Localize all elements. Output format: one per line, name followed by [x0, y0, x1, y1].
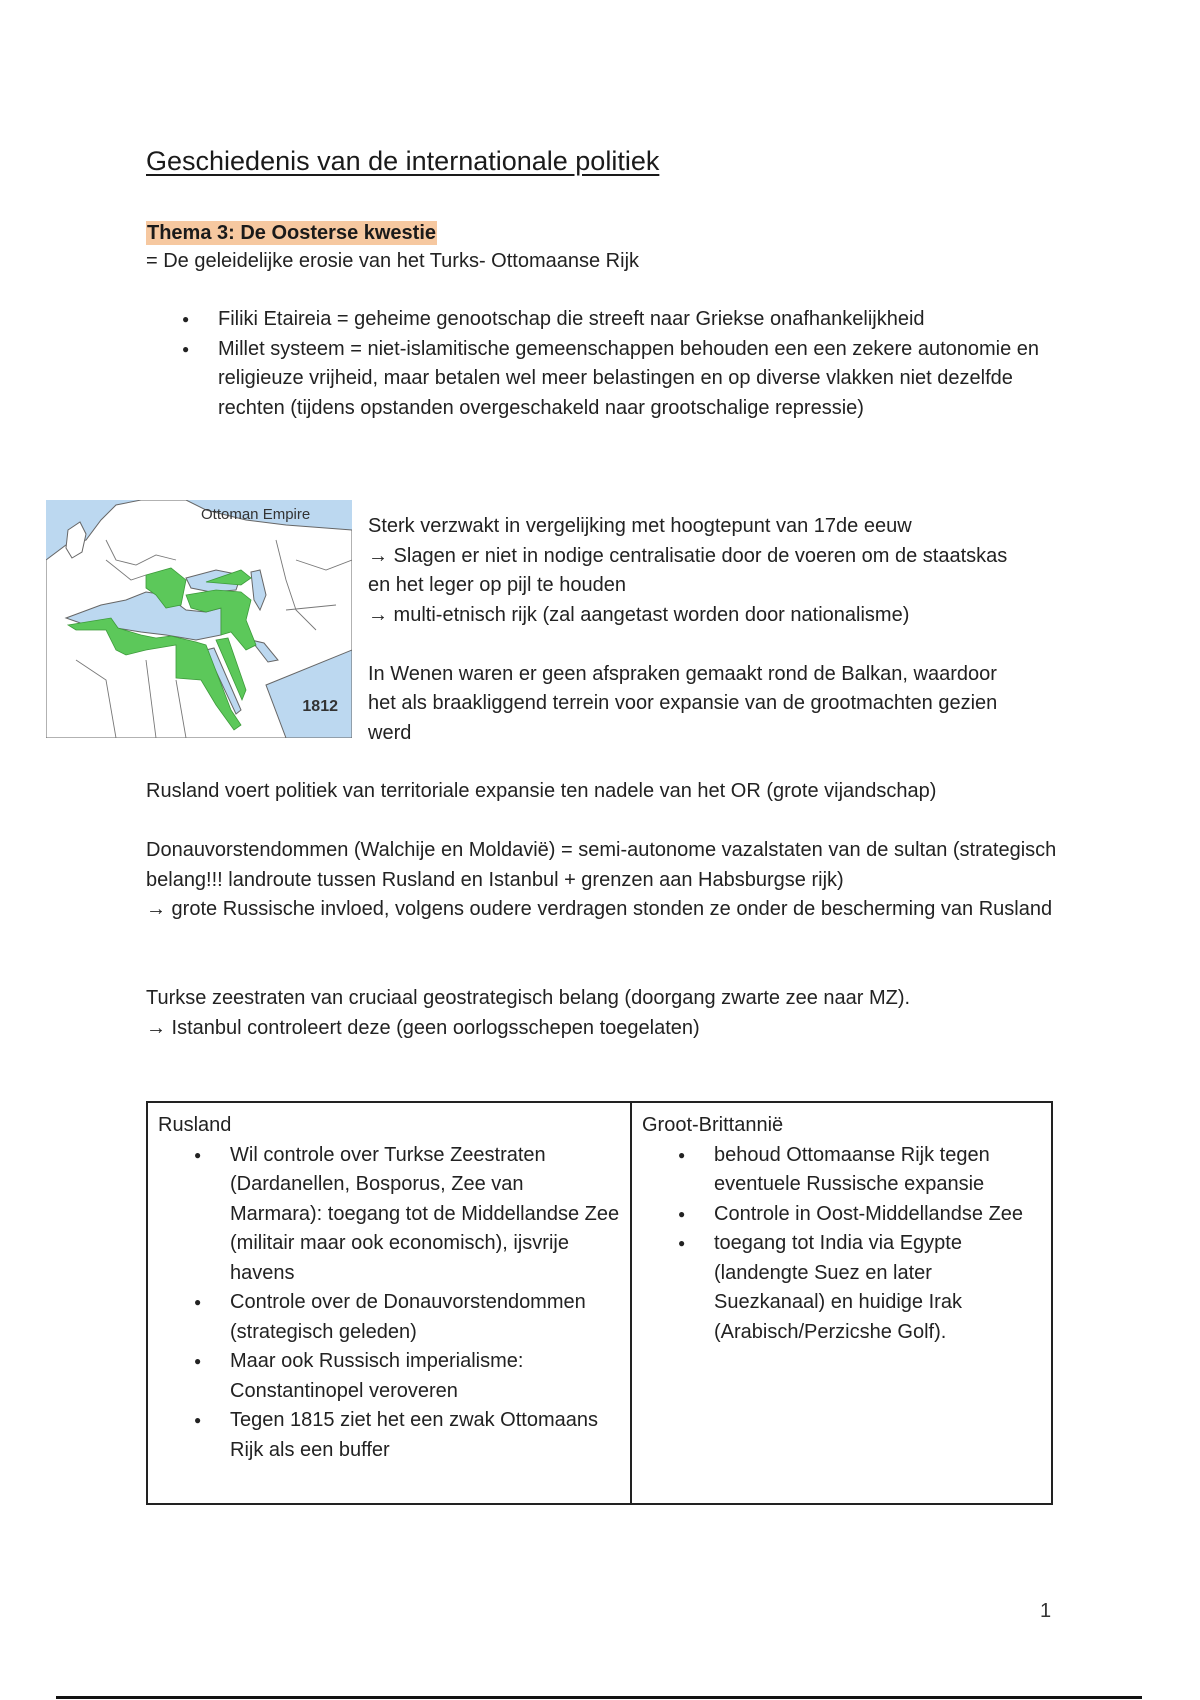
- table-cell-great-britain: [631, 1102, 1052, 1504]
- list-item: ● Controle over de Donauvorstendommen (strategisch geleden): [158, 1288, 620, 1347]
- list-item: ● Tegen 1815 ziet het een zwak Ottomaans Rijk als een buffer: [158, 1406, 620, 1465]
- paragraph-line: Sterk verzwakt in vergelijking met hoogtepunt van 17de eeuw: [368, 515, 912, 537]
- paragraph-line: → Istanbul controleert deze (geen oorlogsschepen toegelaten): [146, 1016, 700, 1039]
- map-year-label: 1812: [302, 698, 338, 715]
- intro-bullet-list: [146, 305, 1066, 423]
- paragraph-line: Donauvorstendommen (Walchije en Moldavië) = semi-autonome vazalstaten van de sultan (strategisch belang!!! landroute tussen Rusland en Istanbul + grenzen aan Habsburgse rijk): [146, 839, 1057, 891]
- page-bottom-divider: [56, 1696, 1142, 1699]
- list-item: ● toegang tot India via Egypte (landengte Suez en later Suezkanaal) en huidige Irak (Arabisch/Perzicshe Golf).: [642, 1229, 1041, 1347]
- list-item: ● behoud Ottomaanse Rijk tegen eventuele Russische expansie: [642, 1141, 1041, 1200]
- paragraph-turkish-straits: [146, 984, 1066, 1043]
- theme-definition: = De geleidelijke erosie van het Turks- Ottomaanse Rijk: [146, 250, 640, 272]
- ottoman-empire-map: [46, 500, 352, 738]
- list-item: ● Millet systeem = niet-islamitische gemeenschappen behouden een een zekere autonomie en religieuze vrijheid, maar betalen wel meer belastingen en op diverse vlakken niet dezelfde rechten (tijdens opstanden overgeschakeld naar grootschalige repressie): [146, 335, 1066, 424]
- paragraph-danube-principalities: [146, 836, 1066, 925]
- list-item: ● Filiki Etaireia = geheime genootschap die streeft naar Griekse onafhankelijkheid: [146, 305, 1066, 335]
- list-item: ● Controle in Oost-Middellandse Zee: [642, 1200, 1041, 1230]
- map-title: Ottoman Empire: [201, 506, 311, 523]
- column-header: Rusland: [158, 1114, 232, 1136]
- theme-heading: Thema 3: De Oosterse kwestie: [147, 222, 437, 244]
- paragraph-russia-expansion: Rusland voert politiek van territoriale expansie ten nadele van het OR (grote vijandschap): [146, 780, 937, 802]
- comparison-table: [146, 1101, 1053, 1505]
- paragraph-line: → Slagen er niet in nodige centralisatie door de voeren om de staatskas en het leger op pijl te houden: [368, 544, 1008, 596]
- paragraph-line: → multi-etnisch rijk (zal aangetast worden door nationalisme): [368, 603, 910, 626]
- column-header: Groot-Brittannië: [642, 1114, 784, 1136]
- document-title: Geschiedenis van de internationale politiek: [146, 146, 660, 176]
- paragraph-line: In Wenen waren er geen afspraken gemaakt rond de Balkan, waardoor het als braakliggend terrein voor expansie van de grootmachten gezien werd: [368, 662, 998, 744]
- table-cell-russia: [147, 1102, 631, 1504]
- list-item: ● Maar ook Russisch imperialisme: Constantinopel veroveren: [158, 1347, 620, 1406]
- map-side-text: [368, 512, 1028, 748]
- page-number: 1: [1040, 1600, 1052, 1622]
- list-item: ● Wil controle over Turkse Zeestraten (Dardanellen, Bosporus, Zee van Marmara): toegang tot de Middellandse Zee (militair maar ook economisch), ijsvrije havens: [158, 1141, 620, 1289]
- paragraph-line: Turkse zeestraten van cruciaal geostrategisch belang (doorgang zwarte zee naar MZ).: [146, 987, 911, 1009]
- paragraph-line: → grote Russische invloed, volgens oudere verdragen stonden ze onder de bescherming van Rusland: [146, 898, 1053, 920]
